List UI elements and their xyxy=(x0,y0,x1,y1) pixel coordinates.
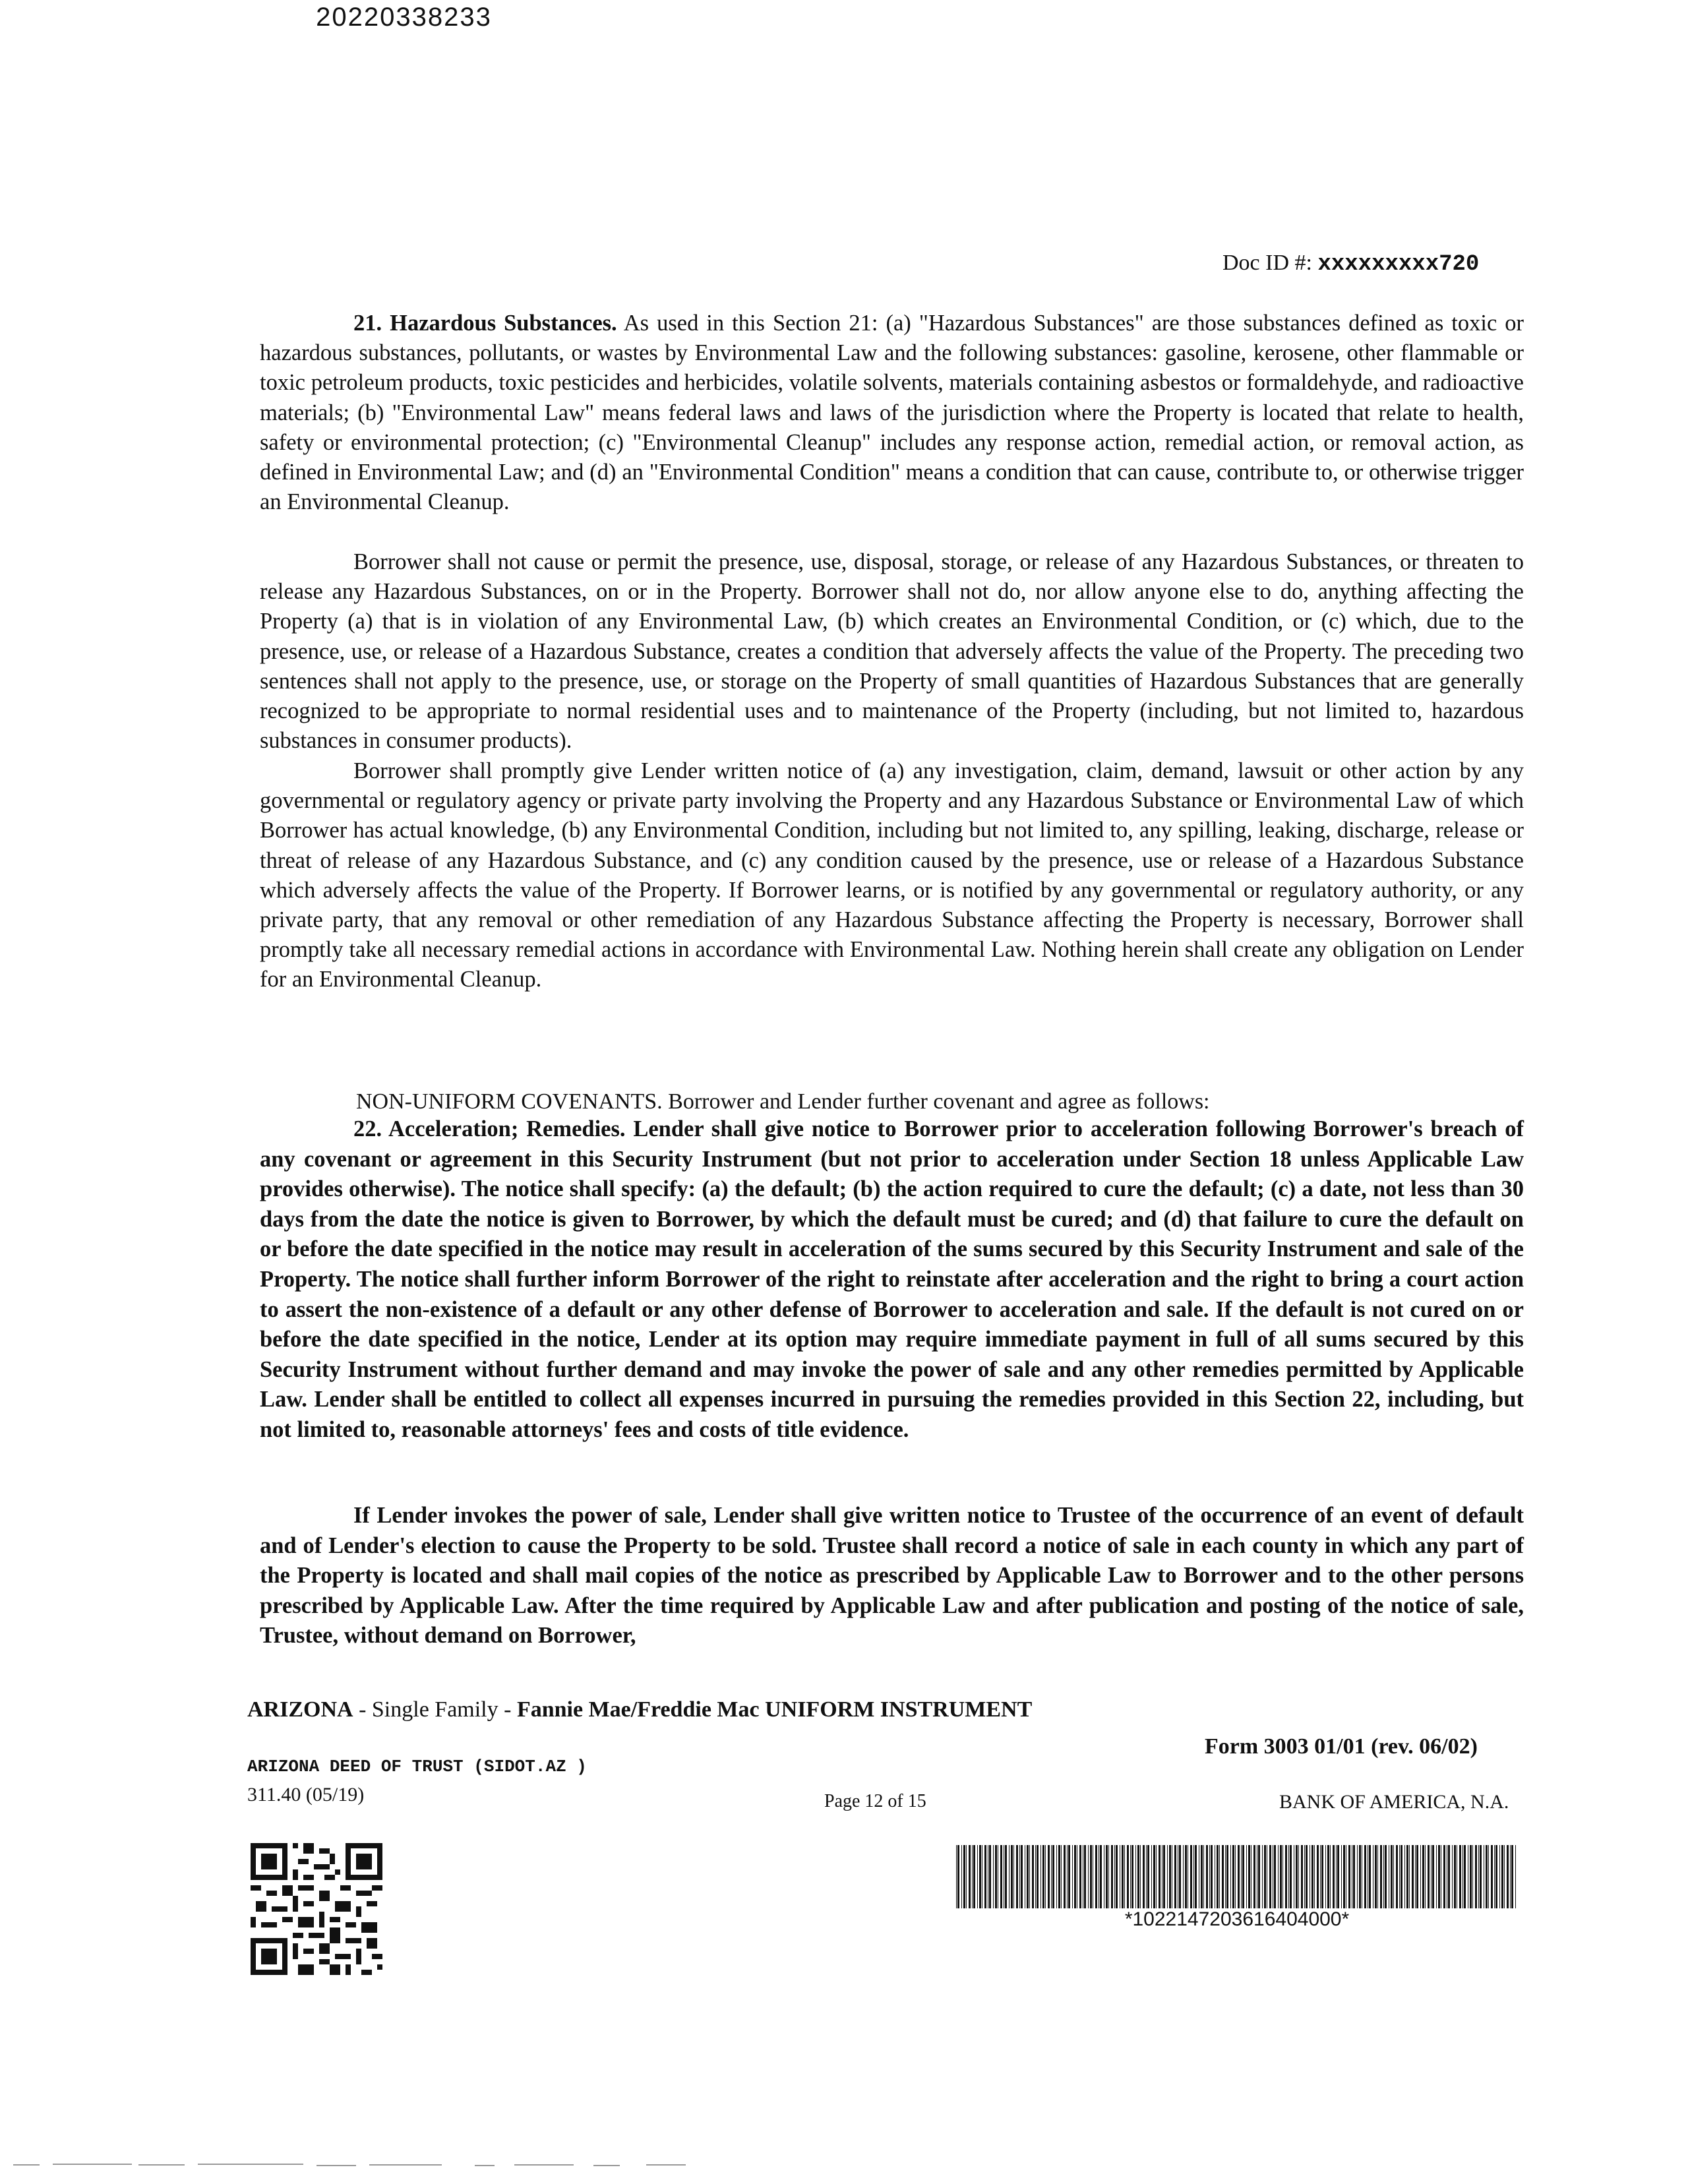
section-21-paragraph-1 xyxy=(260,309,1524,517)
footer-instrument-line xyxy=(247,1697,1032,1722)
section-21-paragraph-2: Borrower shall not cause or permit the presence, use, disposal, storage, or release of any Hazardous Substances, or threaten to release any Hazardous Substances, on or in the Property. Borrower shall not do, nor allow anyone else to do, anything affecting the Property (a) that is in violation of any Environmental Law, (b) which creates an Environmental Condition, or (c) which, due to the presence, use, or release of a Hazardous Substance, creates a condition that adversely affects the value of the Property. The preceding two sentences shall not apply to the presence, use, or storage on the Property of small quantities of Hazardous Substances that are generally recognized to be appropriate to normal residential uses and to maintenance of the Property (including, but not limited to, hazardous substances in consumer products). xyxy=(260,549,1524,754)
footer-state-sep: - Single Family - xyxy=(353,1697,517,1722)
section-21-text-1: As used in this Section 21: (a) "Hazardous Substances" are those substances defined as toxic or hazardous substances, pollutants, or wastes by Environmental Law and the following substances: gasoline, kerosene, other flammable or toxic petroleum products, toxic pesticides and herbicides, volatile solvents, materials containing asbestos or formaldehyde, and radioactive materials; (b) "Environmental Law" means federal laws and laws of the jurisdiction where the Property is located that relate to health, safety or environmental protection; (c) "Environmental Cleanup" includes any response action, remedial action, or removal action, as defined in Environmental Law; and (d) an "Environmental Condition" means a condition that can cause, contribute to, or otherwise trigger an Environmental Cleanup. xyxy=(260,311,1524,515)
doc-id xyxy=(1222,251,1479,277)
footer-deed-title: ARIZONA DEED OF TRUST (SIDOT.AZ ) xyxy=(247,1757,587,1776)
doc-id-value: xxxxxxxxx720 xyxy=(1317,252,1480,277)
lender-name: BANK OF AMERICA, N.A. xyxy=(1279,1791,1509,1813)
section-22-paragraph-1: 22. Acceleration; Remedies. Lender shall give notice to Borrower prior to acceleration following Borrower's breach of any covenant or agreement in this Security Instrument (but not prior to acceleration under Section 18 unless Applicable Law provides otherwise). The notice shall specify: (a) the default; (b) the action required to cure the default; (c) a date, not less than 30 days from the date the notice is given to Borrower, by which the default must be cured; and (d) that failure to cure the default on or before the date specified in the notice may result in acceleration of the sums secured by this Security Instrument and sale of the Property. The notice shall further inform Borrower of the right to reinstate after acceleration and the right to bring a court action to assert the non-existence of a default or any other defense of Borrower to acceleration and sale. If the default is not cured on or before the date specified in the notice, Lender at its option may require immediate payment in full of all sums secured by this Security Instrument without further demand and may invoke the power of sale and any other remedies permitted by Applicable Law. Lender shall be entitled to collect all expenses incurred in pursuing the remedies provided in this Section 22, including, but not limited to, reasonable attorneys' fees and costs of title evidence. xyxy=(260,1116,1524,1442)
scan-edge-artifact xyxy=(13,2162,804,2168)
section-21-paragraph-3: Borrower shall promptly give Lender written notice of (a) any investigation, claim, demand, lawsuit or other action by any governmental or regulatory agency or private party involving the Property and any Hazardous Substance or Environmental Law of which Borrower has actual knowledge, (b) any Environmental Condition, including but not limited to, any spilling, leaking, discharge, release or threat of release of any Hazardous Substance, and (c) any condition caused by the presence, use or release of a Hazardous Substance which adversely affects the value of the Property. If Borrower learns, or is notified by any governmental or regulatory authority, or any private party, that any removal or other remediation of any Hazardous Substance affecting the Property is necessary, Borrower shall promptly take all necessary remedial actions in accordance with Environmental Law. Nothing herein shall create any obligation on Lender for an Environmental Cleanup. xyxy=(260,758,1524,992)
barcode-number: *10221472036164040​00* xyxy=(1124,1908,1350,1930)
recording-number: 20220338233 xyxy=(316,3,492,32)
qr-code-icon xyxy=(251,1843,382,1975)
footer-form-code: 311.40 (05/19) xyxy=(247,1784,365,1805)
page-number: Page 12 of 15 xyxy=(824,1791,926,1811)
section-22-paragraph-2: If Lender invokes the power of sale, Lender shall give written notice to Trustee of the occurrence of an event of default and of Lender's election to cause the Property to be sold. Trustee shall record a notice of sale in each county in which any part of the Property is located and shall mail copies of the notice as prescribed by Applicable Law to Borrower and to the other persons prescribed by Applicable Law. After the time required by Applicable Law and after publication and posting of the notice of sale, Trustee, without demand on Borrower, xyxy=(260,1503,1524,1649)
barcode-icon xyxy=(955,1845,1519,1908)
doc-id-label: Doc ID #: xyxy=(1222,251,1312,275)
footer-instrument: Fannie Mae/Freddie Mac UNIFORM INSTRUMENT xyxy=(516,1697,1033,1722)
footer-state: ARIZONA xyxy=(247,1697,353,1722)
section-21-heading: 21. Hazardous Substances. xyxy=(353,311,617,336)
non-uniform-covenants: NON-UNIFORM COVENANTS. Borrower and Lender further covenant and agree as follows: xyxy=(356,1089,1210,1114)
footer-form-number: Form 3003 01/01 (rev. 06/02) xyxy=(1205,1734,1478,1759)
